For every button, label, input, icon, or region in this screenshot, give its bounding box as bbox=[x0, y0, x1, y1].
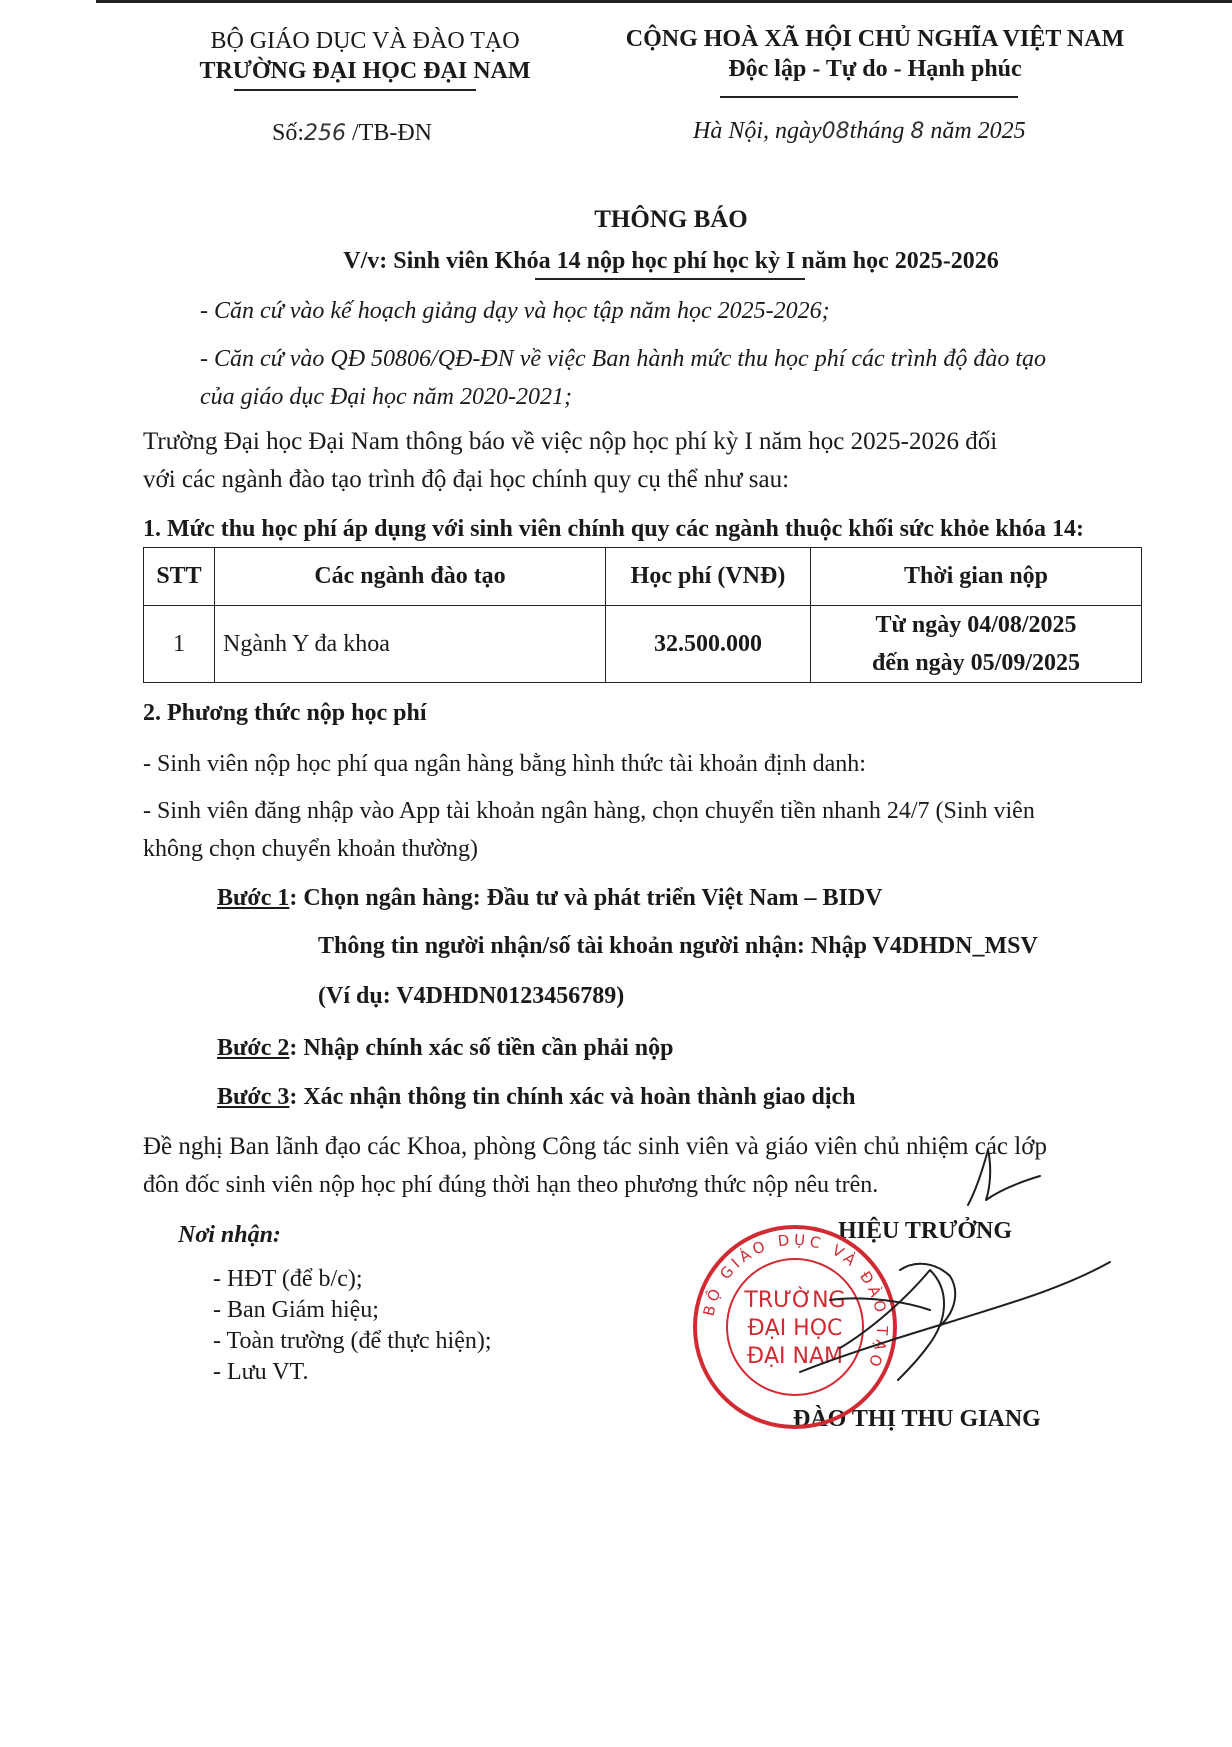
closing-line-1: Đề nghị Ban lãnh đạo các Khoa, phòng Công tác sinh viên và giáo viên chủ nhiệm các lớp bbox=[143, 1133, 1047, 1160]
closing-line-2: đôn đốc sinh viên nộp học phí đúng thời hạn theo phương thức nộp nêu trên. bbox=[143, 1172, 879, 1198]
date-month-label: tháng bbox=[849, 118, 905, 144]
recipient-item: - Ban Giám hiệu; bbox=[213, 1297, 379, 1323]
number-handwritten: 256 bbox=[304, 121, 347, 146]
step1-label: Bước 1 bbox=[217, 885, 290, 911]
recipient-item: - HĐT (để b/c); bbox=[213, 1266, 363, 1292]
col-hoc-phi: Học phí (VNĐ) bbox=[606, 548, 811, 606]
step3-label: Bước 3 bbox=[217, 1084, 290, 1110]
thoi-gian-from: Từ ngày 04/08/2025 bbox=[875, 612, 1077, 638]
stamp-ring-text: BỘ GIÁO DỤC VÀ ĐÀO TẠO bbox=[699, 1230, 892, 1374]
ministry-name: BỘ GIÁO DỤC VÀ ĐÀO TẠO bbox=[210, 28, 520, 54]
signature-stroke-mid bbox=[830, 1298, 930, 1310]
cell-nganh: Ngành Y đa khoa bbox=[215, 606, 606, 683]
cell-stt: 1 bbox=[144, 606, 215, 683]
country-name: CỘNG HOÀ XÃ HỘI CHỦ NGHĨA VIỆT NAM bbox=[625, 26, 1125, 52]
step3-text: : Xác nhận thông tin chính xác và hoàn thành giao dịch bbox=[289, 1084, 856, 1110]
signature-stroke-long bbox=[800, 1262, 1110, 1372]
section2-heading: 2. Phương thức nộp học phí bbox=[143, 700, 427, 726]
col-nganh: Các ngành đào tạo bbox=[215, 548, 606, 606]
intro-line-2: với các ngành đào tạo trình độ đại học chính quy cụ thể như sau: bbox=[143, 466, 790, 493]
basis-line-1: - Căn cứ vào kế hoạch giảng dạy và học tập năm học 2025-2026; bbox=[200, 298, 830, 324]
col-stt: STT bbox=[144, 548, 215, 606]
document-subject: V/v: Sinh viên Khóa 14 nộp học phí học kỳ I năm học 2025-2026 bbox=[343, 248, 999, 274]
stamp-line-1: TRƯỜNG bbox=[744, 1288, 846, 1313]
number-suffix: /TB-ĐN bbox=[346, 120, 433, 146]
school-name: TRƯỜNG ĐẠI HỌC ĐẠI NAM bbox=[199, 58, 531, 84]
stamp-line-2: ĐẠI HỌC bbox=[747, 1316, 843, 1341]
signature-title: HIỆU TRƯỞNG bbox=[838, 1218, 1013, 1244]
section1-heading: 1. Mức thu học phí áp dụng với sinh viên chính quy các ngành thuộc khối sức khỏe khóa 14: bbox=[143, 516, 1085, 542]
date-month: 8 bbox=[910, 119, 925, 144]
motto: Độc lập - Tự do - Hạnh phúc bbox=[728, 56, 1022, 82]
section2-line-2: - Sinh viên đăng nhập vào App tài khoản ngân hàng, chọn chuyển tiền nhanh 24/7 (Sinh viên bbox=[143, 798, 1035, 824]
section2-line-1: - Sinh viên nộp học phí qua ngân hàng bằng hình thức tài khoản định danh: bbox=[143, 751, 866, 777]
basis-line-2: - Căn cứ vào QĐ 50806/QĐ-ĐN về việc Ban hành mức thu học phí các trình độ đào tạo bbox=[200, 346, 1047, 372]
recipients-label: Nơi nhận: bbox=[178, 1222, 281, 1248]
step1-text: : Chọn ngân hàng: Đầu tư và phát triển Việt Nam – BIDV bbox=[289, 885, 883, 911]
date-year: năm 2025 bbox=[930, 118, 1026, 144]
step1-line-2: Thông tin người nhận/số tài khoản người nhận: Nhập V4DHDN_MSV bbox=[318, 933, 1038, 959]
step2-text: : Nhập chính xác số tiền cần phải nộp bbox=[289, 1035, 674, 1061]
col-thoi-gian: Thời gian nộp bbox=[811, 548, 1142, 606]
recipient-item: - Lưu VT. bbox=[213, 1359, 309, 1385]
stamp-line-3: ĐẠI NAM bbox=[746, 1344, 844, 1369]
intro-line-1: Trường Đại học Đại Nam thông báo về việc nộp học phí kỳ I năm học 2025-2026 đối bbox=[143, 428, 998, 455]
date-day: 08 bbox=[821, 119, 850, 144]
step1-line-3: (Ví dụ: V4DHDN0123456789) bbox=[318, 983, 625, 1009]
signature-stroke-loop bbox=[840, 1270, 944, 1380]
signer-name: ĐÀO THỊ THU GIANG bbox=[793, 1406, 1041, 1432]
document-title: THÔNG BÁO bbox=[594, 206, 748, 233]
cell-hoc-phi: 32.500.000 bbox=[606, 606, 811, 683]
section2-line-3: không chọn chuyển khoản thường) bbox=[143, 836, 478, 862]
number-prefix: Số: bbox=[272, 120, 305, 146]
recipient-item: - Toàn trường (để thực hiện); bbox=[213, 1328, 492, 1354]
basis-line-3: của giáo dục Đại học năm 2020-2021; bbox=[200, 384, 572, 410]
initial-mark bbox=[968, 1150, 1040, 1205]
date-prefix: Hà Nội, ngày bbox=[693, 118, 822, 144]
thoi-gian-to: đến ngày 05/09/2025 bbox=[871, 650, 1081, 676]
step2-label: Bước 2 bbox=[217, 1035, 290, 1061]
